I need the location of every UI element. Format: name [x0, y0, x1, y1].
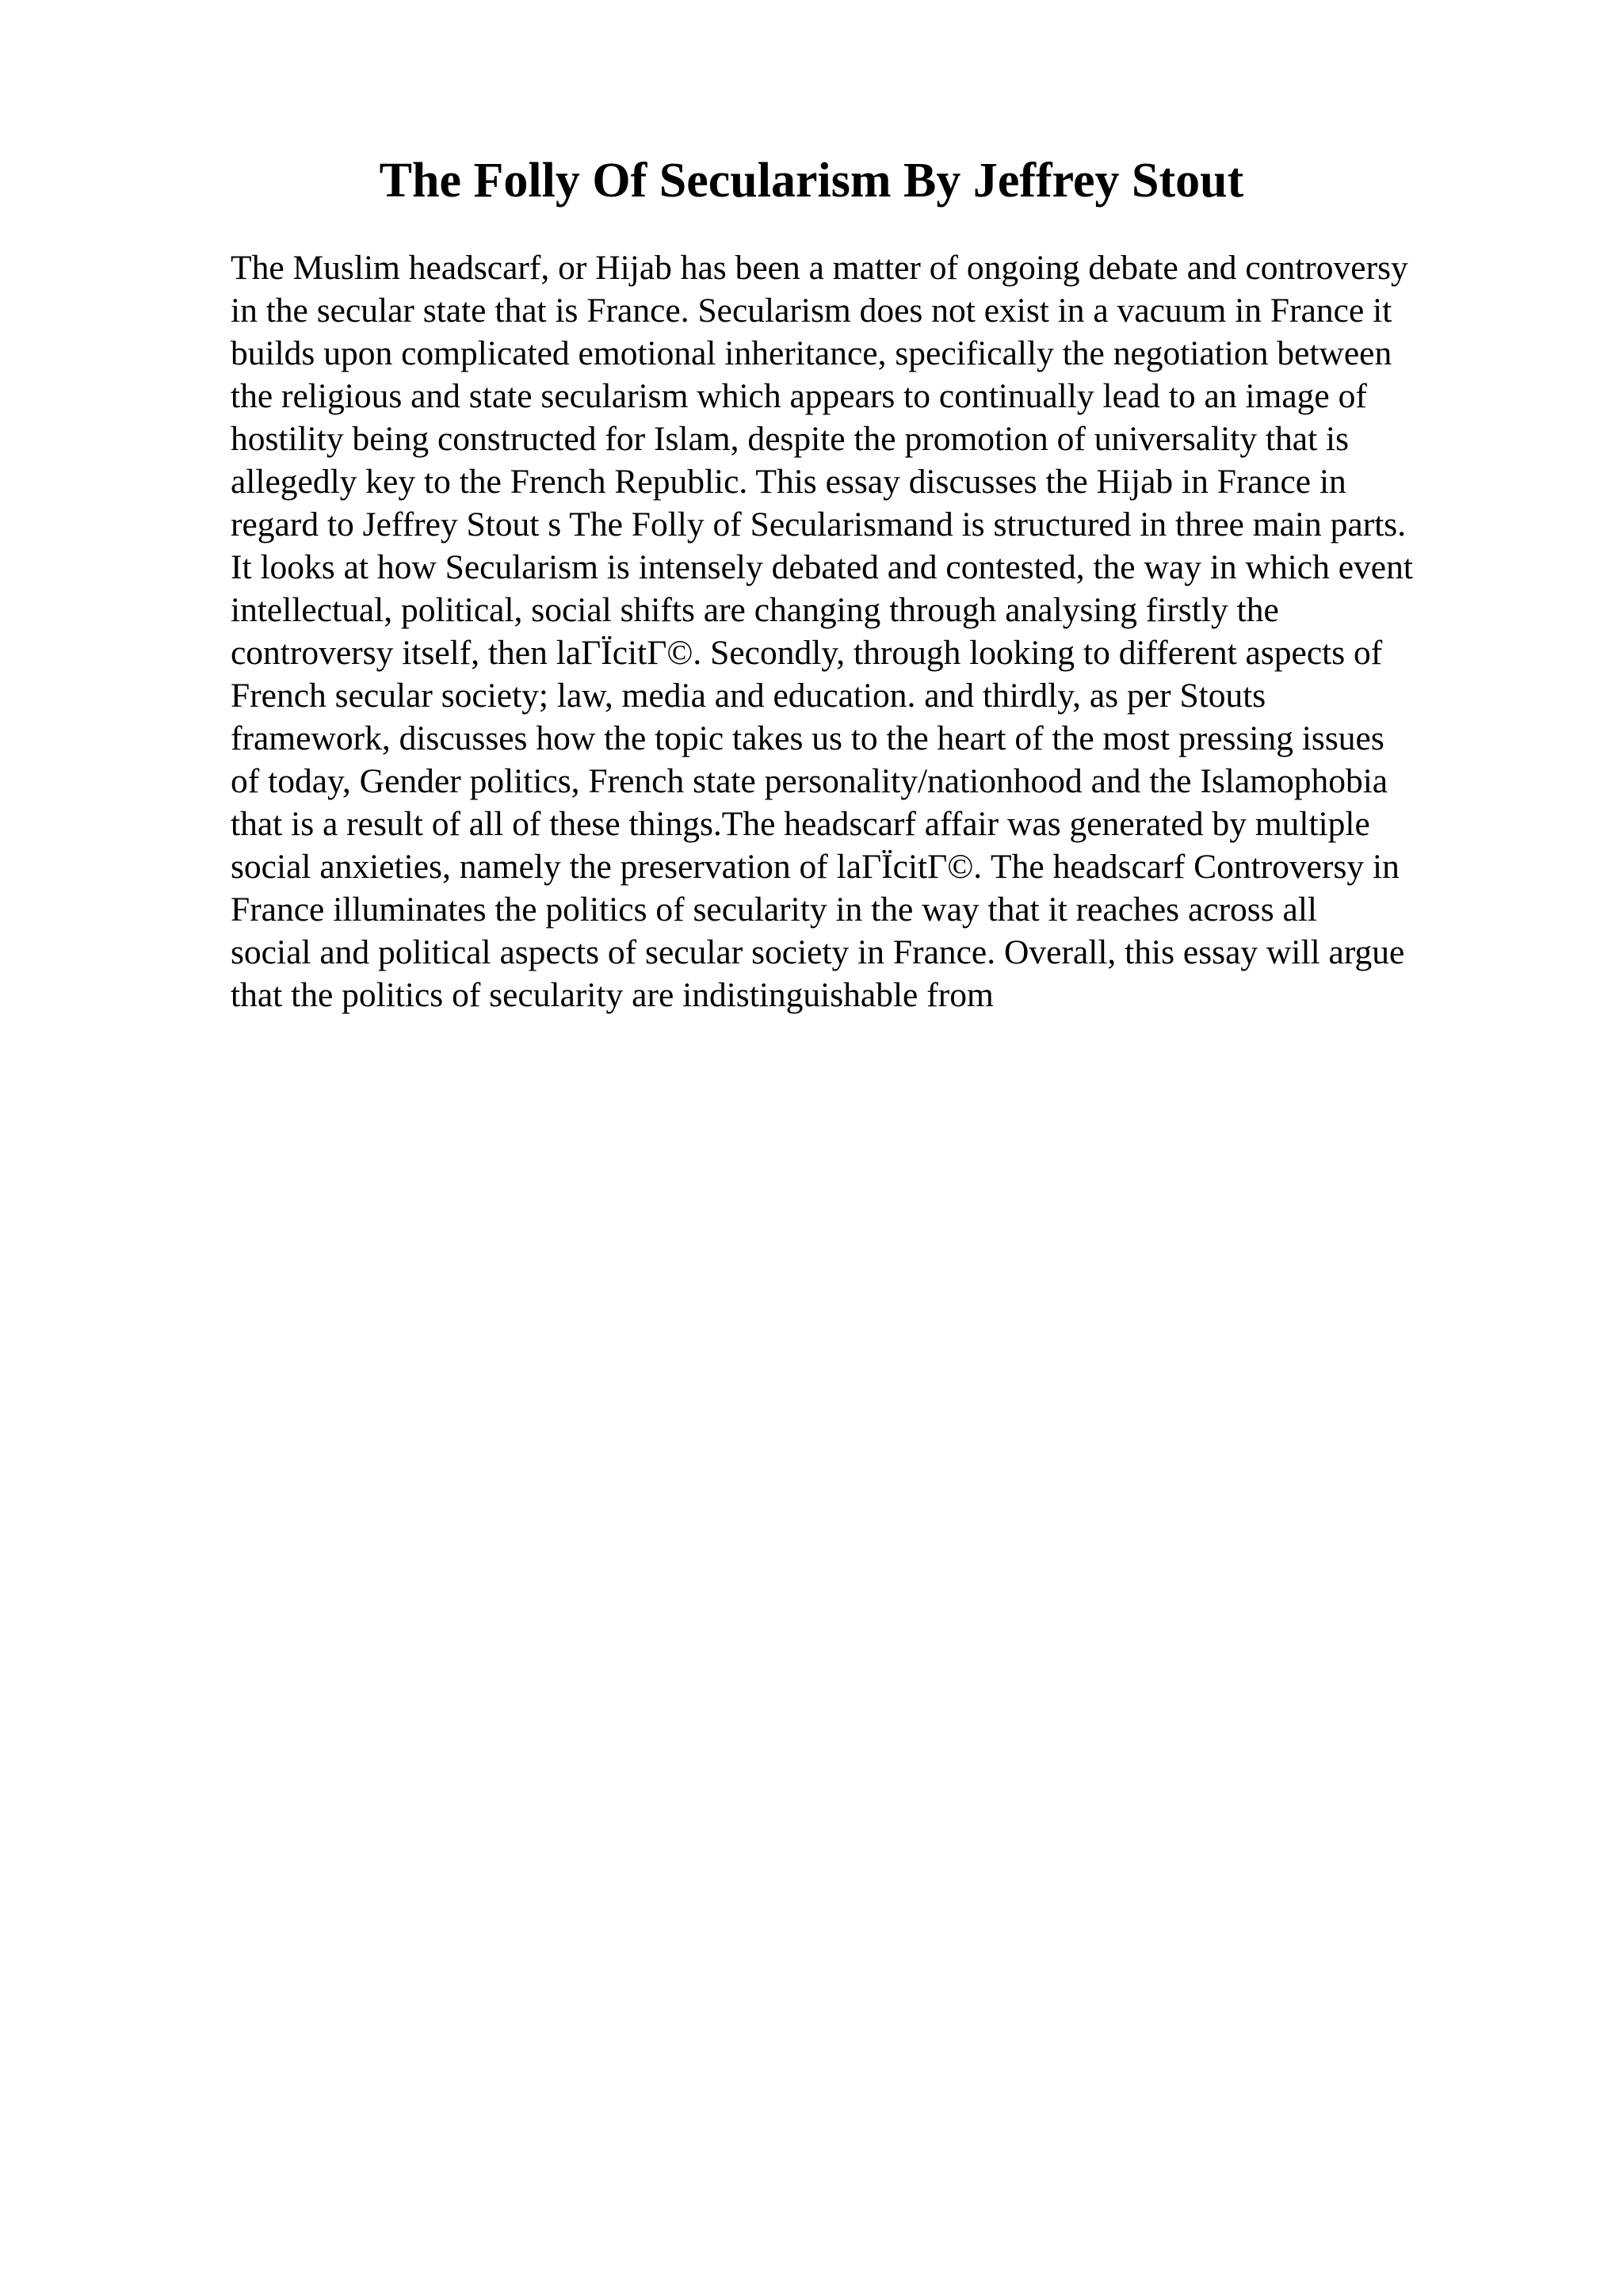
body-line: social and political aspects of secular society in France. Overall, this essay will argue: [231, 933, 1405, 971]
body-line: that the politics of secularity are indistinguishable from: [231, 976, 994, 1014]
body-line: regard to Jeffrey Stout s The Folly of Secularismand is structured in three main parts.: [231, 505, 1407, 543]
body-line: that is a result of all of these things.The headscarf affair was generated by multiple: [231, 805, 1370, 843]
body-line: the religious and state secularism which appears to continually lead to an image of: [231, 377, 1367, 415]
body-line: The Muslim headscarf, or Hijab has been a matter of ongoing debate and controversy: [231, 249, 1408, 287]
body-line: hostility being constructed for Islam, despite the promotion of universality that is: [231, 420, 1350, 458]
body-line: It looks at how Secularism is intensely debated and contested, the way in which event: [231, 548, 1413, 586]
body-line: builds upon complicated emotional inheritance, specifically the negotiation between: [231, 334, 1392, 372]
body-line: France illuminates the politics of secularity in the way that it reaches across all: [231, 891, 1318, 929]
body-line: controversy itself, then laГЇcitГ©. Secondly, through looking to different aspects of: [231, 634, 1383, 672]
body-line: French secular society; law, media and education. and thirdly, as per Stouts: [231, 677, 1266, 715]
body-line: framework, discusses how the topic takes us to the heart of the most pressing issues: [231, 719, 1384, 757]
document-body: [231, 246, 1514, 1016]
body-line: allegedly key to the French Republic. This essay discusses the Hijab in France in: [231, 463, 1346, 501]
body-line: intellectual, political, social shifts are changing through analysing firstly the: [231, 591, 1279, 629]
document-title: The Folly Of Secularism By Jeffrey Stout: [379, 154, 1244, 208]
body-line: social anxieties, namely the preservation of laГЇcitГ©. The headscarf Controversy in: [231, 848, 1400, 886]
body-line: of today, Gender politics, French state personality/nationhood and the Islamophobia: [231, 762, 1388, 800]
body-line: in the secular state that is France. Secularism does not exist in a vacuum in France it: [231, 292, 1392, 330]
